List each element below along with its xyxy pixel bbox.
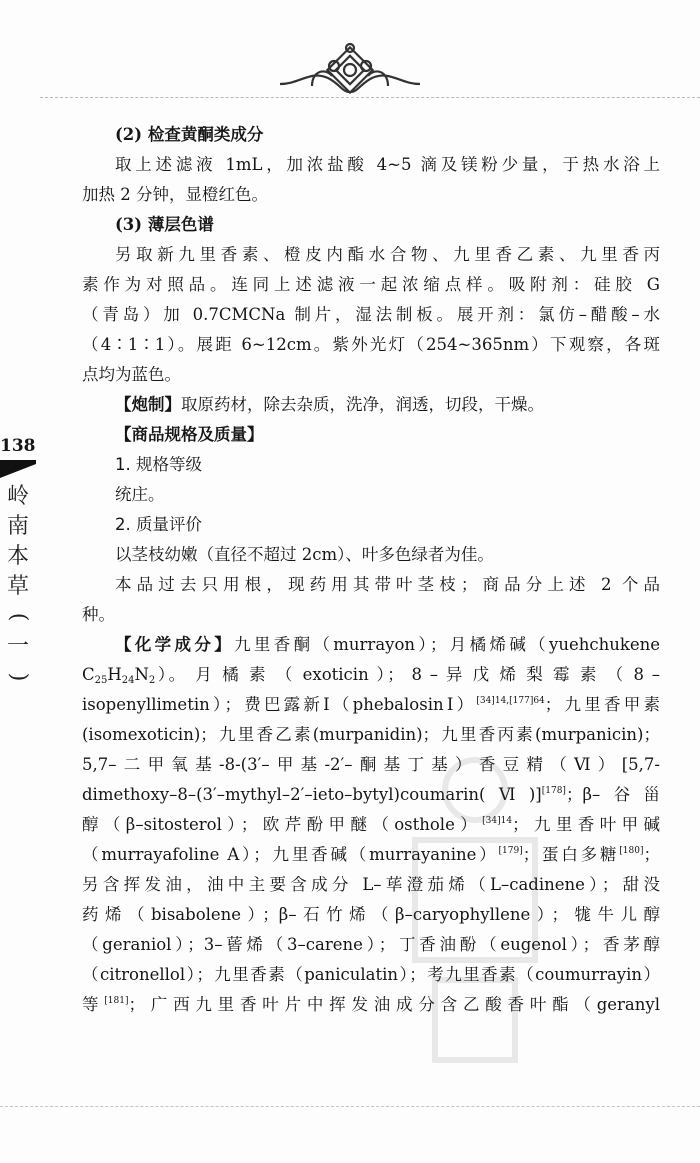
text-line — [82, 210, 660, 240]
text-line — [82, 750, 660, 780]
book-title-char: ) — [6, 672, 31, 682]
watermark-seal-icon — [385, 730, 565, 1090]
subscript: 25 — [94, 675, 108, 686]
line-text: (isomexoticin)；九里香乙素(murpanidin)；九里香丙素(murpanicin)； — [82, 725, 660, 744]
citation-superscript: [34]14 — [482, 816, 513, 826]
text-line — [82, 300, 660, 330]
text-line — [82, 690, 660, 720]
line-text: ；九里香叶甲碱 — [512, 815, 660, 834]
line-text: 九里香酮（murrayon）；月橘烯碱（yuehchukene — [234, 635, 660, 654]
line-text: 等 — [82, 995, 105, 1014]
line-text: （murrayafoline A）；九里香碱（murrayanine） — [82, 845, 499, 864]
line-text: 醇（β–sitosterol）；欧芹酚甲醚（osthole） — [82, 815, 483, 834]
line-text: 另含挥发油，油中主要含成分 L–荜澄茄烯（L–cadinene）；甜没 — [82, 875, 660, 894]
line-text: （geraniol）；3–蒈烯（3–carene）；丁香油酚（eugenol）；香茅醇 — [82, 935, 660, 954]
text-line — [82, 450, 660, 480]
line-text: ）。 月 橘 素 （ exoticin ）； 8 – 异 戊 烯 梨 霉 素 （ 8 – — [155, 665, 660, 684]
text-line — [82, 900, 660, 930]
section-heading: 【化学成分】 — [115, 635, 235, 654]
book-title-char: ( — [6, 612, 31, 622]
line-text: 5,7–二甲氧基-8-(3′–甲基-2′–酮基丁基）香豆精（Ⅵ）[5,7- — [82, 755, 660, 774]
line-text: 2. 质量评价 — [115, 515, 202, 534]
text-line — [82, 930, 660, 960]
subscript: 24 — [121, 675, 135, 686]
line-text: 本品过去只用根，现药用其带叶茎枝；商品分上述 2 个品 — [115, 575, 660, 594]
book-title-vertical — [5, 482, 31, 692]
page-number: 138 — [0, 436, 36, 456]
text-line — [82, 810, 660, 840]
book-title-char: 一 — [6, 634, 29, 659]
section-heading: 【炮制】 — [115, 395, 181, 414]
line-text: 点均为蓝色。 — [82, 365, 181, 384]
book-title-char: 本 — [6, 544, 29, 569]
header-rule — [40, 97, 700, 98]
citation-superscript: [181] — [104, 996, 129, 1006]
text-line — [82, 360, 660, 390]
line-text: （citronellol）；九里香素（paniculatin）；考九里香素（coumurrayin） — [82, 965, 660, 984]
section-heading: 【商品规格及质量】 — [115, 425, 264, 444]
book-title-char: 草 — [6, 574, 29, 599]
text-line — [82, 990, 660, 1020]
text-line — [82, 120, 660, 150]
text-line — [82, 390, 660, 420]
text-line — [82, 270, 660, 300]
text-line — [82, 540, 660, 570]
page-number-wedge — [0, 464, 36, 478]
page-body — [82, 120, 660, 1020]
line-text: 取原药材，除去杂质，洗净，润透，切段，干燥。 — [181, 395, 544, 414]
line-text: ；广西九里香叶片中挥发油成分含乙酸香叶酯（geranyl — [128, 995, 660, 1014]
line-text: N — [134, 665, 149, 684]
text-line — [82, 330, 660, 360]
line-text: 统庄。 — [115, 485, 165, 504]
text-line — [82, 840, 660, 870]
text-line — [82, 870, 660, 900]
text-line — [82, 720, 660, 750]
book-title-char: 岭 — [6, 484, 29, 509]
ornament-knot-icon — [270, 40, 430, 100]
text-line — [82, 570, 660, 600]
line-text: （青岛）加 0.7CMCNa 制片，湿法制板。展开剂：氯仿–醋酸–水 — [82, 305, 660, 324]
subscript: 2 — [148, 675, 156, 686]
footer-rule — [0, 1106, 700, 1107]
line-text: ；九里香甲素 — [544, 695, 660, 714]
text-line — [82, 180, 660, 210]
line-text: (3) 薄层色谱 — [115, 215, 214, 234]
book-title-char: 南 — [6, 514, 29, 539]
line-text: H — [107, 665, 122, 684]
text-line — [82, 600, 660, 630]
line-text: 种。 — [82, 605, 115, 624]
text-line — [82, 510, 660, 540]
line-text: 以茎枝幼嫩（直径不超过 2cm）、叶多色绿者为佳。 — [115, 545, 494, 564]
line-text: 加热 2 分钟，显橙红色。 — [82, 185, 268, 204]
line-text: 取上述滤液 1mL，加浓盐酸 4~5 滴及镁粉少量，于热水浴上 — [115, 155, 660, 174]
text-line — [82, 240, 660, 270]
citation-superscript: [178] — [541, 786, 566, 796]
text-line — [82, 150, 660, 180]
line-text: isopenyllimetin）；费巴露新Ⅰ（phebalosinⅠ） — [82, 695, 477, 714]
text-line — [82, 660, 660, 690]
citation-superscript: [180] — [619, 846, 644, 856]
line-text: （4∶1∶1）。展距 6~12cm。紫外光灯（254~365nm）下观察，各斑 — [82, 335, 660, 354]
line-text: ；β–谷甾 — [565, 785, 660, 804]
text-line — [82, 480, 660, 510]
line-text: 药烯（bisabolene）；β–石竹烯（β–caryophyllene）；牻牛儿醇 — [82, 905, 660, 924]
line-text: 素作为对照品。连同上述滤液一起浓缩点样。吸附剂：硅胶 G — [82, 275, 660, 294]
text-line — [82, 420, 660, 450]
citation-superscript: [179] — [498, 846, 523, 856]
line-text: (2) 检查黄酮类成分 — [115, 125, 264, 144]
line-text: dimethoxy–8–(3′–mythyl–2′–ieto–bytyl)coumarin(Ⅵ)] — [82, 785, 542, 804]
text-line — [82, 780, 660, 810]
line-text: ；蛋白多糖 — [522, 845, 620, 864]
citation-superscript: [34]14,[177]64 — [476, 696, 545, 706]
line-text: 1. 规格等级 — [115, 455, 202, 474]
line-text: ； — [643, 845, 660, 864]
line-text: C — [82, 665, 95, 684]
text-line — [82, 630, 660, 660]
text-line — [82, 960, 660, 990]
line-text: 另取新九里香素、橙皮内酯水合物、九里香乙素、九里香丙 — [115, 245, 660, 264]
